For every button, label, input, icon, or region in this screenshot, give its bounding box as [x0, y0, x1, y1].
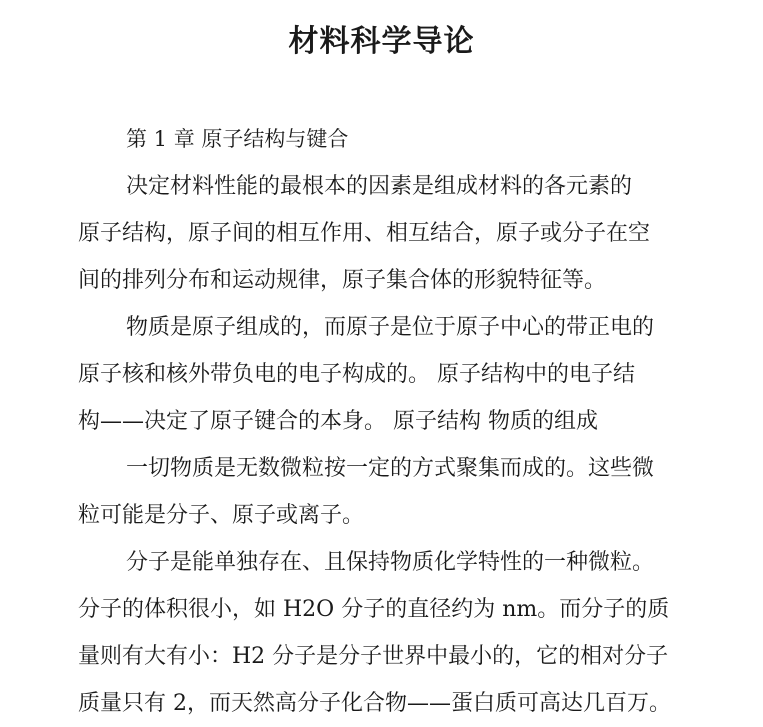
paragraph-4-line-4: 质量只有 2，而天然高分子化合物——蛋白质可高达几百万。 — [78, 691, 671, 716]
paragraph-4-line-2: 分子的体积很小，如 H2O 分子的直径约为 nm。而分子的质 — [78, 597, 670, 622]
document-body — [78, 116, 708, 727]
paragraph-1-line-2: 原子结构，原子间的相互作用、相互结合，原子或分子在空 — [78, 221, 651, 246]
paragraph-2-line-3: 构——决定了原子键合的本身。 原子结构 物质的组成 — [78, 409, 598, 434]
paragraph-2-line-2: 原子核和核外带负电的电子构成的。 原子结构中的电子结 — [78, 362, 635, 387]
paragraph-1-line-1: 决定材料性能的最根本的因素是组成材料的各元素的 — [126, 174, 633, 199]
paragraph-3-line-2: 粒可能是分子、原子或离子。 — [78, 503, 365, 528]
paragraph-4-line-1: 分子是能单独存在、且保持物质化学特性的一种微粒。 — [126, 550, 655, 575]
chapter-heading: 第 1 章 原子结构与键合 — [126, 127, 349, 151]
document-title: 材料科学导论 — [288, 24, 475, 59]
paragraph-3-line-1: 一切物质是无数微粒按一定的方式聚集而成的。这些微 — [126, 456, 655, 481]
paragraph-2-line-1: 物质是原子组成的，而原子是位于原子中心的带正电的 — [126, 315, 655, 340]
paragraph-1-line-3: 间的排列分布和运动规律，原子集合体的形貌特征等。 — [78, 268, 607, 293]
paragraph-4-line-3: 量则有大有小：H2 分子是分子世界中最小的，它的相对分子 — [78, 644, 669, 669]
